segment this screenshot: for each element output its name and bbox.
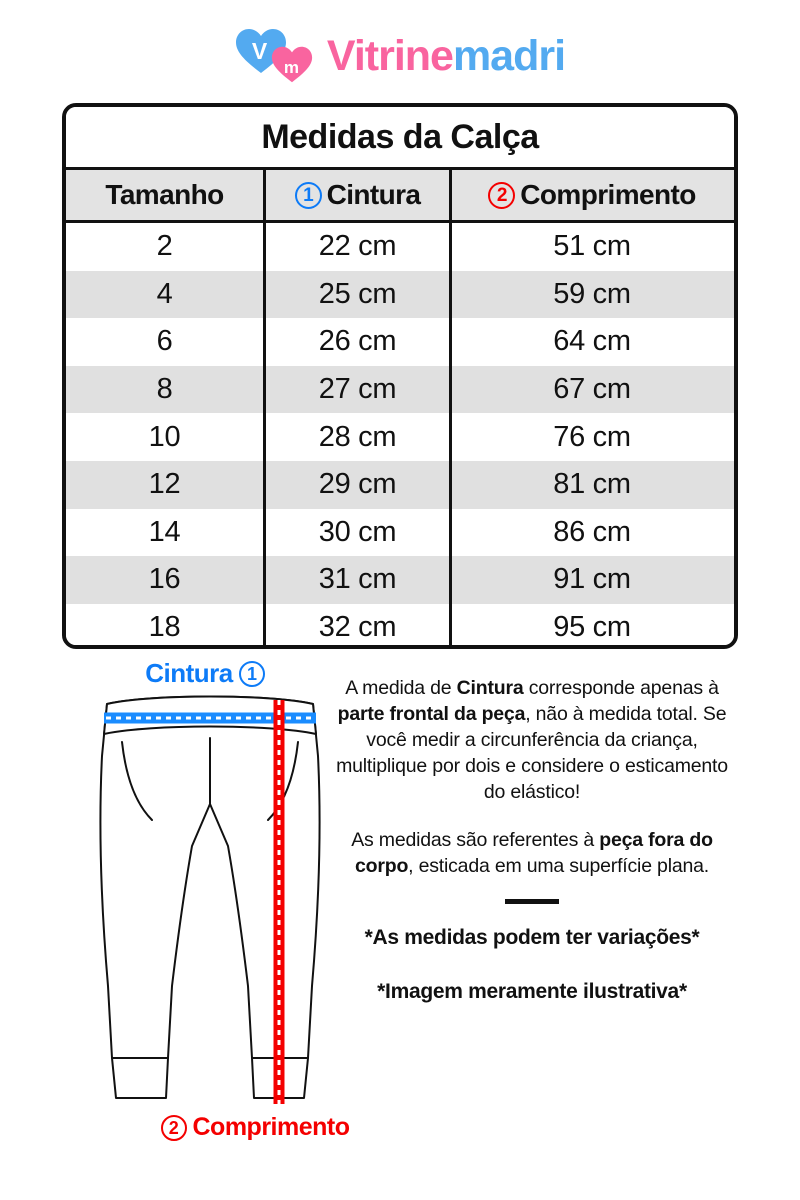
- cell-size: 8: [66, 366, 266, 414]
- cell-length: 95 cm: [553, 611, 631, 644]
- cell-waist: 30 cm: [266, 509, 452, 557]
- pants-illustration: [60, 686, 360, 1116]
- cell-waist: 29 cm: [266, 461, 452, 509]
- cell-waist: 27 cm: [266, 366, 452, 414]
- cell-size: 14: [66, 509, 266, 557]
- logo-hearts: [235, 28, 321, 84]
- diagram-length-label: [90, 1113, 420, 1142]
- brand-name-part1: Vitrine: [326, 31, 453, 80]
- p1-c: corresponde apenas à: [523, 677, 719, 699]
- cell-size: 4: [66, 271, 266, 319]
- heart-pink-icon: [271, 46, 313, 83]
- p2-c: , esticada em uma superfície plana.: [408, 854, 709, 877]
- column-header-length: [452, 170, 732, 220]
- table-row: [66, 604, 734, 649]
- cell-size: 6: [66, 318, 266, 366]
- column-header-length-label: Comprimento: [520, 179, 696, 210]
- cell-length: 81 cm: [553, 468, 631, 501]
- cell-waist: 28 cm: [266, 413, 452, 461]
- table-row: [66, 509, 734, 557]
- note-illustrative: *Imagem meramente ilustrativa*: [377, 979, 687, 1003]
- cell-waist: 31 cm: [266, 556, 452, 604]
- heart-blue-letter: V: [251, 38, 268, 64]
- table-row: [66, 366, 734, 414]
- cell-waist: 26 cm: [266, 318, 452, 366]
- cell-waist: 22 cm: [266, 223, 452, 271]
- cell-size: 10: [66, 413, 266, 461]
- p1-b: Cintura: [456, 677, 524, 699]
- waist-badge-icon: 1: [295, 182, 322, 209]
- diagram-waist-text: Cintura: [145, 658, 233, 688]
- cell-length: 76 cm: [553, 420, 631, 453]
- notes-panel: [336, 676, 728, 1005]
- p2-b: peça fora do corpo: [354, 828, 713, 877]
- cell-waist: 32 cm: [266, 604, 452, 649]
- column-header-waist: [266, 170, 452, 220]
- cell-length: 86 cm: [553, 515, 631, 548]
- diagram-waist-badge-icon: 1: [239, 661, 265, 687]
- brand-name-part2: madri: [452, 31, 566, 80]
- column-header-size: [66, 170, 266, 220]
- table-body: [66, 223, 734, 649]
- cell-length: 91 cm: [553, 563, 631, 596]
- table-row: [66, 413, 734, 461]
- column-header-waist-label: Cintura: [326, 179, 421, 210]
- cell-waist: 25 cm: [266, 271, 452, 319]
- column-header-size-label: Tamanho: [105, 179, 224, 210]
- p1-a: A medida de: [345, 677, 457, 699]
- note-paragraph-flat: [336, 828, 728, 880]
- table-row: [66, 223, 734, 271]
- brand-logo: [0, 28, 800, 84]
- cell-length: 64 cm: [553, 325, 631, 358]
- cell-length: 59 cm: [553, 277, 631, 310]
- p2-a: As medidas são referentes à: [351, 828, 600, 851]
- diagram-length-text: Comprimento: [192, 1113, 350, 1141]
- p1-e: , não à medida total. Se você medir a circunferência da criança, multiplique por dois e considere o esticamento do elástico!: [336, 702, 728, 803]
- cell-size: 16: [66, 556, 266, 604]
- table-header-row: [66, 170, 734, 223]
- brand-wordmark: [326, 31, 566, 80]
- note-variation: *As medidas podem ter variações*: [364, 926, 700, 950]
- note-paragraph-waist: [336, 676, 728, 806]
- cell-size: 18: [66, 604, 266, 649]
- p1-d: parte frontal da peça: [337, 702, 526, 725]
- cell-length: 51 cm: [553, 230, 631, 263]
- cell-size: 2: [66, 223, 266, 271]
- table-row: [66, 271, 734, 319]
- cell-length: 67 cm: [553, 373, 631, 406]
- length-badge-icon: 2: [488, 182, 515, 209]
- diagram-waist-label: [60, 658, 350, 689]
- measurements-table: [62, 103, 738, 649]
- table-row: [66, 556, 734, 604]
- heart-pink-letter: m: [283, 58, 300, 77]
- table-row: [66, 318, 734, 366]
- cell-size: 12: [66, 461, 266, 509]
- pants-diagram: [60, 658, 380, 1163]
- table-row: [66, 461, 734, 509]
- diagram-length-badge-icon: 2: [161, 1115, 187, 1141]
- table-title: Medidas da Calça: [66, 107, 734, 170]
